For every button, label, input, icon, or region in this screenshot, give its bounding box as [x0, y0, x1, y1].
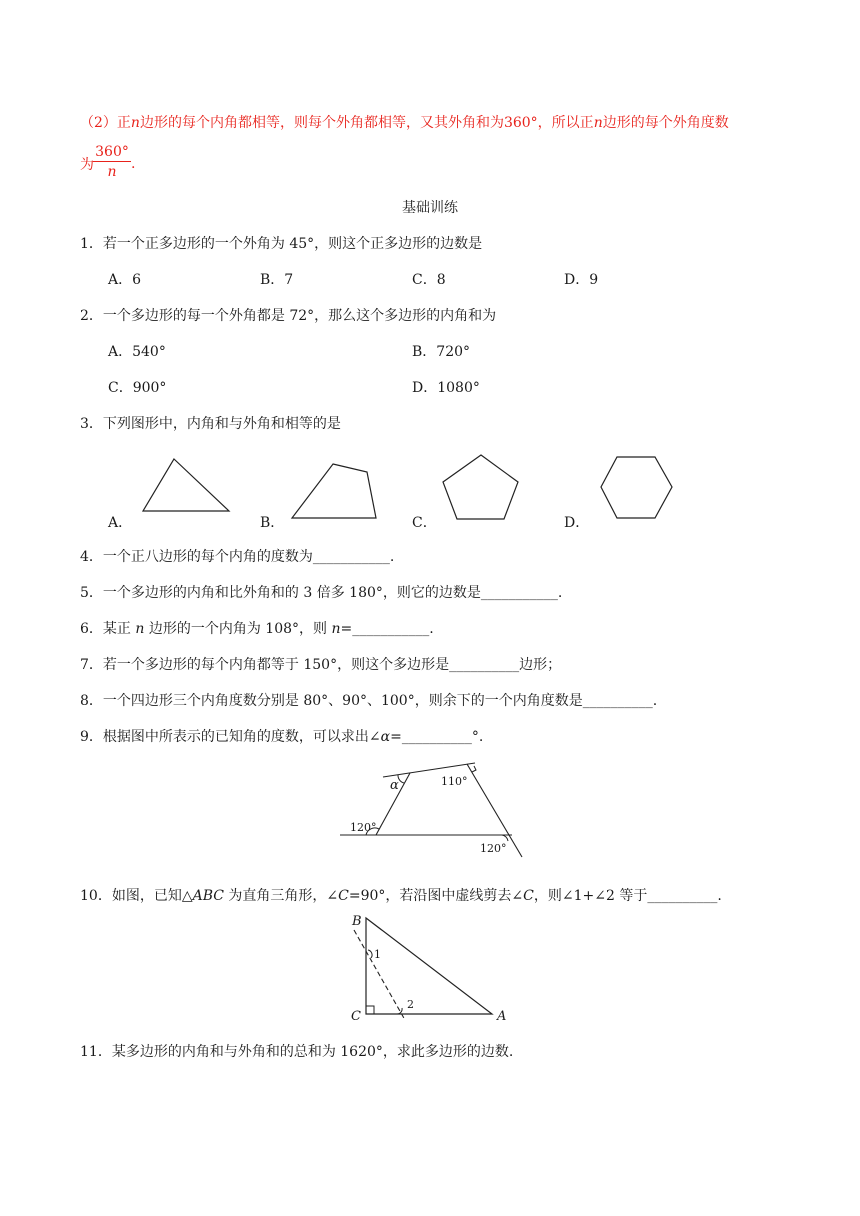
q10-label-1: 1 [374, 948, 381, 961]
q10-label-c: C [351, 1009, 361, 1024]
solution-line-1: （2）正n边形的每个内角都相等，则每个外角都相等，又其外角和为360°，所以正n边形的每个外角度数 [80, 115, 729, 131]
q1-option-d: D．9 [564, 272, 599, 288]
question-3: 3．下列图形中，内角和与外角和相等的是 [80, 416, 341, 432]
q9-angle-110: 110° [441, 775, 468, 788]
solution-line-2: 为 [80, 157, 94, 173]
q9-angle-120-left: 120° [350, 821, 377, 834]
q10-label-2: 2 [407, 998, 414, 1011]
q3-option-a: A． [108, 515, 133, 531]
question-6: 6．某正 n 边形的一个内角为 108°，则 n=___________. [80, 621, 434, 637]
q1-option-c: C．8 [412, 272, 446, 288]
q3-option-d: D． [564, 515, 590, 531]
question-1: 1．若一个正多边形的一个外角为 45°，则这个正多边形的边数是 [80, 236, 483, 252]
question-2: 2．一个多边形的每一个外角都是 72°，那么这个多边形的内角和为 [80, 308, 497, 324]
q2-option-a: A．540° [108, 344, 166, 360]
section-title: 基础训练 [402, 200, 458, 216]
q1-option-b: B．7 [260, 272, 294, 288]
question-9: 9．根据图中所表示的已知角的度数，可以求出∠α=__________°. [80, 729, 484, 745]
q3-option-b: B． [260, 515, 285, 531]
question-10: 10．如图，已知△ABC 为直角三角形，∠C=90°，若沿图中虚线剪去∠C，则∠1+∠2 等于__________. [80, 888, 722, 904]
q1-option-a: A．6 [108, 272, 142, 288]
q10-cut-line [354, 930, 405, 1020]
solution-line-2-end: . [131, 156, 136, 172]
q10-triangle [366, 918, 492, 1014]
q2-option-b: B．720° [412, 344, 471, 360]
q9-alpha-label: α [390, 778, 399, 793]
q2-option-d: D．1080° [412, 380, 480, 396]
question-11: 11．某多边形的内角和与外角和的总和为 1620°，求此多边形的边数. [80, 1044, 514, 1060]
question-8: 8．一个四边形三个内角度数分别是 80°、90°、100°，则余下的一个内角度数是__________. [80, 693, 658, 709]
question-5: 5．一个多边形的内角和比外角和的 3 倍多 180°，则它的边数是___________. [80, 585, 563, 601]
q9-angle-120-bottom: 120° [480, 842, 507, 855]
question-7: 7．若一个多边形的每个内角都等于 150°，则这个多边形是__________边形； [80, 657, 562, 673]
q10-label-b: B [352, 914, 362, 929]
q3-option-c: C． [412, 515, 437, 531]
fraction-360-over-n: $\frac{360^\circ}{n}$ [93, 144, 131, 180]
question-4: 4．一个正八边形的每个内角的度数为___________. [80, 549, 395, 565]
q2-option-c: C．900° [108, 380, 167, 396]
q10-label-a: A [497, 1009, 507, 1024]
